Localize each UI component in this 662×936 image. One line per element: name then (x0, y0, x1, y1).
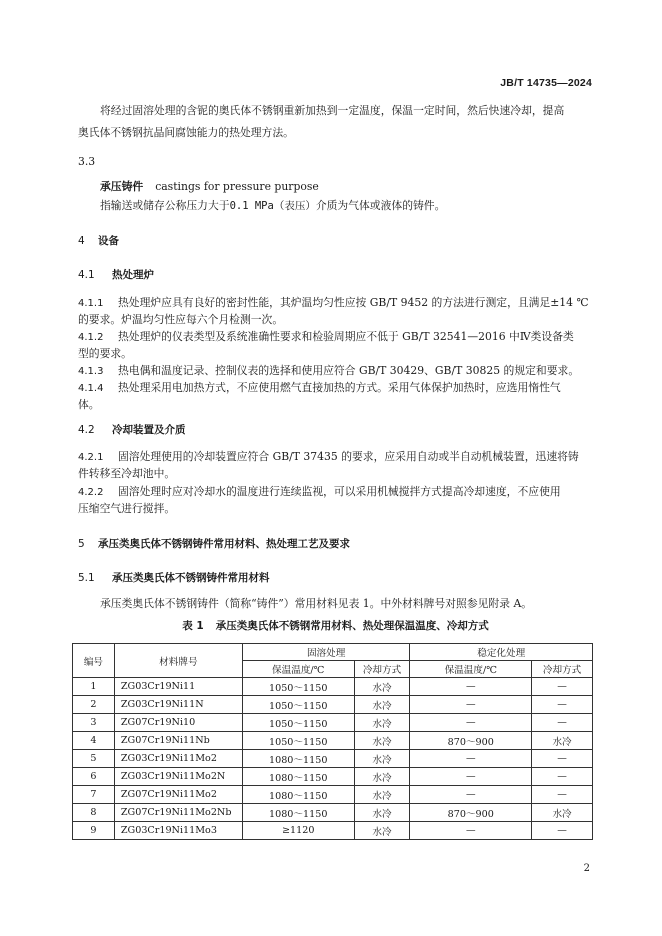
table-1-caption (78, 618, 593, 633)
definition-value: 0.1 MPa（表压） (229, 200, 316, 212)
section-5-heading: 5 承压类奥氏体不锈钢铸件常用材料、热处理工艺及要求 (78, 538, 350, 550)
cell-stabilize-cooling: — (532, 696, 593, 714)
cell-solution-temp: ≥1120 (242, 822, 354, 840)
cell-stabilize-temp: — (410, 678, 532, 696)
cell-no: 6 (73, 768, 115, 786)
section-4-2-heading: 4.2 冷却装置及介质 (78, 424, 186, 436)
definition-suffix: 介质为气体或液体的铸件。 (315, 199, 446, 212)
clause-4-2-2-line-1: 4.2.2 固溶处理时应对冷却水的温度进行连续监视，可以采用机械搅拌方式提高冷却速度，不应使用 (78, 485, 561, 498)
cell-solution-temp: 1080～1150 (242, 768, 354, 786)
table-row (73, 678, 593, 696)
section-5-1-heading: 5.1 承压类奥氏体不锈钢铸件常用材料 (78, 572, 270, 584)
table-1 (72, 643, 593, 840)
col-header-hold-temp: 保温温度/℃ (242, 661, 354, 678)
col-header-grade: 材料牌号 (114, 644, 242, 678)
cell-no: 9 (73, 822, 115, 840)
cell-grade: ZG07Cr19Ni11Mo2 (114, 786, 242, 804)
cell-no: 1 (73, 678, 115, 696)
page-number: 2 (583, 863, 590, 874)
section-4-1-heading: 4.1 热处理炉 (78, 269, 154, 281)
table-1-title: 承压类奥氏体不锈钢常用材料、热处理保温温度、冷却方式 (215, 620, 489, 632)
table-row (73, 822, 593, 840)
section-4-heading: 4 设备 (78, 235, 119, 247)
cell-solution-cooling: 水冷 (354, 732, 410, 750)
clause-4-1-3: 4.1.3 热电偶和温度记录、控制仪表的选择和使用应符合 GB/T 30429、GB/T 30825 的规定和要求。 (78, 364, 580, 377)
cell-stabilize-temp: 870～900 (410, 732, 532, 750)
cell-stabilize-temp: — (410, 822, 532, 840)
term-definition (78, 196, 593, 216)
table-row (73, 750, 593, 768)
cell-stabilize-cooling: — (532, 678, 593, 696)
clause-4-1-4-line-2: 体。 (78, 398, 100, 411)
cell-grade: ZG03Cr19Ni11Mo2 (114, 750, 242, 768)
cell-stabilize-temp: 870～900 (410, 804, 532, 822)
cell-solution-temp: 1080～1150 (242, 804, 354, 822)
cell-solution-cooling: 水冷 (354, 822, 410, 840)
cell-stabilize-cooling: 水冷 (532, 804, 593, 822)
cell-solution-cooling: 水冷 (354, 696, 410, 714)
cell-stabilize-cooling: — (532, 750, 593, 768)
col-header-stabilize: 稳定化处理 (410, 644, 593, 661)
clause-4-1-4-line-1: 4.1.4 热处理采用电加热方式，不应使用燃气直接加热的方式。采用气体保护加热时，应选用惰性气 (78, 381, 561, 394)
cell-stabilize-temp: — (410, 786, 532, 804)
cell-stabilize-temp: — (410, 696, 532, 714)
standard-code: JB/T 14735—2024 (500, 77, 592, 89)
cell-stabilize-cooling: — (532, 714, 593, 732)
cell-stabilize-cooling: 水冷 (532, 732, 593, 750)
clause-5-1-text: 承压类奥氏体不锈钢铸件（简称“铸件”）常用材料见表 1。中外材料牌号对照参见附录 A。 (100, 597, 533, 610)
cell-solution-cooling: 水冷 (354, 714, 410, 732)
term-heading (78, 177, 593, 196)
col-header-cooling: 冷却方式 (354, 661, 410, 678)
cell-grade: ZG03Cr19Ni11N (114, 696, 242, 714)
cell-no: 8 (73, 804, 115, 822)
clause-4-1-2-line-1: 4.1.2 热处理炉的仪表类型及系统准确性要求和检验周期应不低于 GB/T 32541—2016 中Ⅳ类设备类 (78, 330, 574, 343)
cell-solution-temp: 1050～1150 (242, 696, 354, 714)
cell-solution-temp: 1050～1150 (242, 714, 354, 732)
cell-stabilize-temp: — (410, 768, 532, 786)
table-row (73, 732, 593, 750)
table-row (73, 804, 593, 822)
clause-4-2-1-line-2: 件转移至冷却池中。 (78, 467, 176, 480)
col-header-hold-temp-2: 保温温度/℃ (410, 661, 532, 678)
table-row (73, 786, 593, 804)
clause-4-1-2-line-2: 型的要求。 (78, 347, 132, 360)
cell-solution-temp: 1080～1150 (242, 786, 354, 804)
cell-solution-temp: 1050～1150 (242, 678, 354, 696)
cell-solution-cooling: 水冷 (354, 804, 410, 822)
cell-grade: ZG03Cr19Ni11 (114, 678, 242, 696)
cell-solution-temp: 1080～1150 (242, 750, 354, 768)
col-header-cooling-2: 冷却方式 (532, 661, 593, 678)
cell-no: 4 (73, 732, 115, 750)
intro-line-1: 将经过固溶处理的含铌的奥氏体不锈钢重新加热到一定温度，保温一定时间，然后快速冷却，提高 (100, 104, 565, 117)
cell-grade: ZG07Cr19Ni11Nb (114, 732, 242, 750)
term-chinese: 承压铸件 (100, 180, 144, 193)
cell-grade: ZG07Cr19Ni11Mo2Nb (114, 804, 242, 822)
cell-stabilize-temp: — (410, 750, 532, 768)
cell-solution-temp: 1050～1150 (242, 732, 354, 750)
clause-4-2-1-line-1: 4.2.1 固溶处理使用的冷却装置应符合 GB/T 37435 的要求，应采用自动或半自动机械装置，迅速将铸 (78, 450, 579, 463)
table-row (73, 768, 593, 786)
col-header-no: 编号 (73, 644, 115, 678)
cell-solution-cooling: 水冷 (354, 768, 410, 786)
watermark-band (182, 911, 482, 923)
clause-4-2-2-line-2: 压缩空气进行搅拌。 (78, 502, 176, 515)
definition-prefix: 指输送或储存公称压力大于 (100, 199, 230, 212)
clause-4-1-1-line-2: 的要求。炉温均匀性应每六个月检测一次。 (78, 313, 284, 326)
clause-3-3-number: 3.3 (78, 155, 96, 168)
intro-line-2: 奥氏体不锈钢抗晶间腐蚀能力的热处理方法。 (78, 126, 294, 139)
cell-solution-cooling: 水冷 (354, 678, 410, 696)
cell-grade: ZG07Cr19Ni10 (114, 714, 242, 732)
cell-stabilize-cooling: — (532, 786, 593, 804)
cell-solution-cooling: 水冷 (354, 786, 410, 804)
cell-grade: ZG03Cr19Ni11Mo3 (114, 822, 242, 840)
cell-no: 3 (73, 714, 115, 732)
cell-no: 2 (73, 696, 115, 714)
cell-stabilize-cooling: — (532, 822, 593, 840)
table-row (73, 696, 593, 714)
table-row (73, 714, 593, 732)
cell-stabilize-cooling: — (532, 768, 593, 786)
clause-4-1-1-line-1: 4.1.1 热处理炉应具有良好的密封性能，其炉温均匀性应按 GB/T 9452 的方法进行测定，且满足±14 ℃ (78, 296, 589, 309)
cell-solution-cooling: 水冷 (354, 750, 410, 768)
table-1-number: 表 1 (182, 620, 204, 632)
cell-grade: ZG03Cr19Ni11Mo2N (114, 768, 242, 786)
term-english: castings for pressure purpose (155, 180, 319, 193)
cell-stabilize-temp: — (410, 714, 532, 732)
cell-no: 5 (73, 750, 115, 768)
cell-no: 7 (73, 786, 115, 804)
col-header-solution: 固溶处理 (242, 644, 410, 661)
